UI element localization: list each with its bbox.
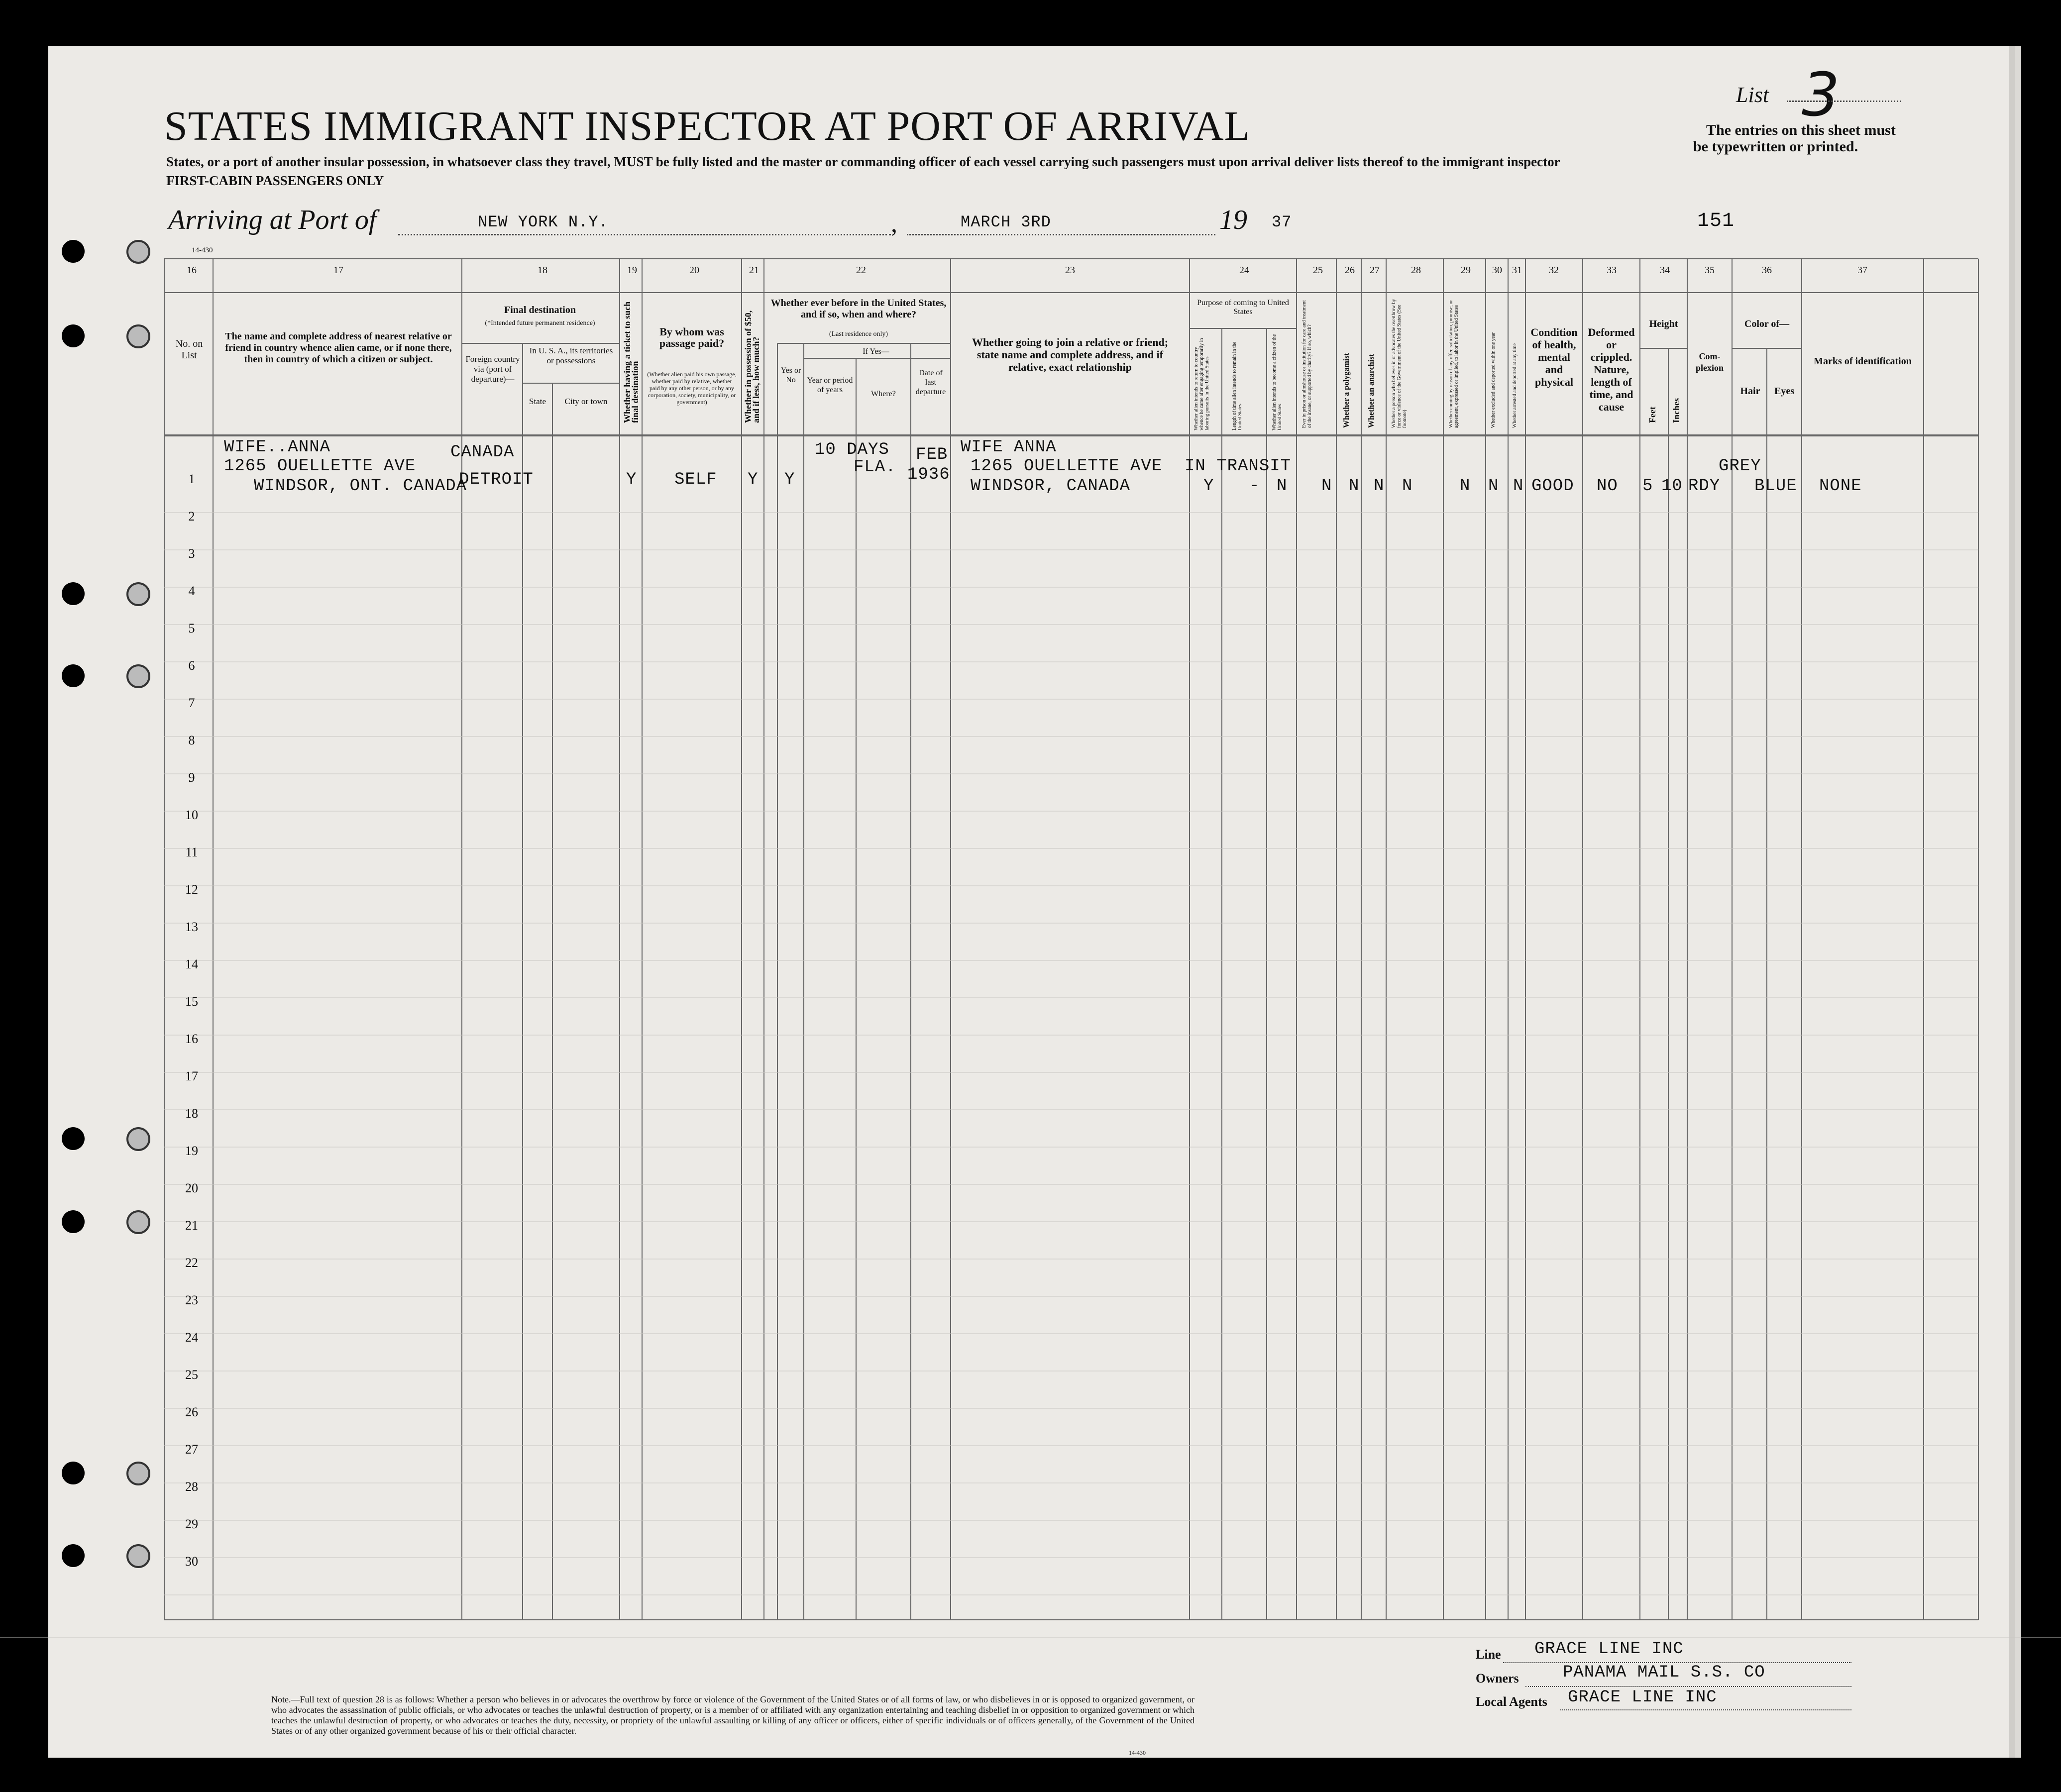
header-date-departure: Date of last departure	[915, 369, 946, 396]
row-number: 29	[185, 1517, 198, 1531]
row-number: 2	[188, 509, 195, 524]
header-state: State	[529, 397, 546, 406]
owners-value: PANAMA MAIL S.S. CO	[1563, 1663, 1765, 1682]
deformed-value: NO	[1597, 477, 1618, 496]
column-number: 37	[1857, 265, 1867, 276]
anarchist-value: N	[1374, 477, 1385, 496]
prison-value: N	[1321, 477, 1332, 496]
column-number: 20	[689, 265, 699, 276]
complexion-value: RDY	[1688, 477, 1721, 496]
row-number: 5	[188, 621, 195, 635]
agents-label: Local Agents	[1476, 1694, 1547, 1709]
row-number: 30	[185, 1554, 198, 1569]
owners-rule	[1525, 1686, 1851, 1687]
header-last-residence: (Last residence only)	[829, 330, 888, 338]
header-height: Height	[1649, 318, 1678, 329]
year-suffix: 37	[1272, 213, 1292, 231]
where-value: FLA.	[854, 458, 896, 477]
header-q30: Whether excluded and deported within one year	[1491, 332, 1496, 428]
relative-name: WIFE..ANNA	[224, 438, 331, 457]
header-color-of: Color of—	[1744, 318, 1790, 329]
row-number: 14	[185, 957, 198, 971]
column-number: 34	[1660, 265, 1670, 276]
eyes-value: BLUE	[1754, 477, 1797, 496]
before-us-value: Y	[784, 470, 795, 489]
relative-address: 1265 OUELLETTE AVE	[224, 457, 416, 476]
list-number: 3	[1802, 61, 1840, 130]
row-number: 8	[188, 733, 195, 747]
page-subtitle: States, or a port of another insular possession, in whatsoever class they travel, MUST be fully listed and the master or commanding officer of each vessel carrying such passengers must upon arrival deliver lists thereof to the immigrant inspector	[166, 154, 1560, 169]
header-prison: Ever in prison or almshouse or institution for care and treatment of the insane, or supported by charity? If so, which?	[1302, 300, 1312, 428]
column-number: 27	[1370, 265, 1380, 276]
header-passage-note: (Whether alien paid his own passage, whether paid by relative, whether paid by any other person, or by any corporation, society, municipality, or government)	[647, 371, 737, 406]
form-number-top: 14-430	[192, 246, 213, 254]
header-q28: Whether a person who believes in or advocates the overthrow by force or violence of the Government of the United States (See footnote)	[1391, 299, 1408, 428]
line-label: Line	[1476, 1647, 1501, 1662]
q30-value: N	[1488, 477, 1499, 496]
row-number: 21	[185, 1218, 198, 1233]
header-q31: Whether arrested and deported at any time	[1512, 343, 1518, 428]
header-fifty: Whether in possession of $50, and if less, how much?	[743, 310, 761, 423]
row-number: 11	[185, 845, 198, 859]
agents-value: GRACE LINE INC	[1568, 1688, 1717, 1707]
ticket-value: Y	[626, 470, 637, 489]
q28-value: N	[1402, 477, 1413, 496]
column-number: 31	[1512, 265, 1522, 276]
typewritten-note-1: The entries on this sheet must	[1706, 122, 1896, 138]
header-nearest-relative: The name and complete address of nearest relative or friend in country whence alien came, or if none there, then in country of which a citizen or subject.	[225, 331, 452, 365]
period-value: 10 DAYS	[815, 440, 889, 459]
join-relative-city: WINDSOR, CANADA	[971, 477, 1131, 496]
header-where: Where?	[871, 390, 896, 398]
column-number: 29	[1461, 265, 1471, 276]
fifty-value: Y	[748, 470, 759, 489]
header-marks: Marks of identification	[1814, 356, 1912, 367]
column-number: 35	[1705, 265, 1715, 276]
header-condition: Condition of health, mental and physical	[1530, 326, 1578, 388]
footer-note: Note.—Full text of question 28 is as follows: Whether a person who believes in or advocates the overthrow by force or violence of the Government of the United States or of all forms of law, or who disbelieves in or is opposed to organized government, or who advocates the assassination of public officials, or who advocates or teaches the unlawful destruction of property, or is a member of or affiliated with any organization entertaining and teaching disbelief in or opposition to organized government or which teaches the unlawful destruction of property, or who advocates or teaches the duty, necessity, or propriety of the unlawful assaulting or killing of any officer or officers, either of specific individuals or of officers generally, of the Government of the United States or of any other organized government because of his or their official character.	[271, 1694, 1194, 1736]
header-q29: Whether coming by reason of any offer, solicitation, promise, or agreement, expressed or implied, to labor in the United States	[1448, 300, 1459, 428]
row-number: 20	[185, 1181, 198, 1195]
header-final-destination-note: (*Intended future permanent residence)	[485, 319, 595, 327]
purpose-a-value: Y	[1203, 477, 1214, 496]
header-city: City or town	[564, 397, 608, 406]
row-number: 1	[188, 472, 195, 486]
line-value: GRACE LINE INC	[1534, 1640, 1684, 1659]
header-join-relative: Whether going to join a relative or friend; state name and complete address, and if relative, exact relationship	[972, 336, 1169, 373]
header-in-usa: In U. S. A., its territories or possessions	[529, 346, 613, 365]
column-number: 25	[1313, 265, 1323, 276]
row-number: 9	[188, 770, 195, 785]
column-number: 33	[1607, 265, 1617, 276]
column-number: 21	[749, 265, 759, 276]
owners-label: Owners	[1476, 1671, 1519, 1686]
header-passage: By whom was passage paid?	[659, 325, 725, 349]
header-eyes: Eyes	[1774, 386, 1794, 397]
join-relative-address: 1265 OUELLETTE AVE	[971, 457, 1163, 476]
column-number: 36	[1762, 265, 1772, 276]
marks-value: NONE	[1819, 477, 1862, 496]
row-number: 23	[185, 1293, 198, 1307]
header-hair: Hair	[1740, 386, 1760, 397]
passage-paid-value: SELF	[674, 470, 717, 489]
header-yes-no: Yes or No	[780, 366, 801, 384]
row-number: 3	[188, 546, 195, 561]
row-number: 25	[185, 1368, 198, 1382]
row-number: 15	[185, 994, 198, 1009]
column-number: 17	[333, 265, 343, 276]
header-inches: Inches	[1671, 398, 1681, 423]
health-value: GOOD	[1531, 477, 1574, 496]
row-number: 18	[185, 1106, 198, 1121]
header-foreign-country: Foreign country via (port of departure)—	[465, 354, 520, 384]
header-purpose-c: Whether alien intends to become a citizen of the United States	[1272, 334, 1283, 430]
agents-rule	[1560, 1709, 1851, 1710]
typewritten-note-2: be typewritten or printed.	[1693, 138, 1858, 155]
column-number: 24	[1239, 265, 1249, 276]
purpose-value: IN TRANSIT	[1185, 457, 1292, 476]
row-number: 19	[185, 1144, 198, 1158]
header-anarchist: Whether an anarchist	[1367, 354, 1376, 428]
row-number: 12	[185, 882, 198, 897]
q31-value: N	[1513, 477, 1524, 496]
height-inches-value: 10	[1661, 477, 1683, 496]
list-label: List	[1736, 83, 1769, 107]
arrival-date: MARCH 3RD	[961, 213, 1051, 231]
row-number: 17	[185, 1069, 198, 1083]
departure-year: 1936	[907, 465, 950, 484]
arriving-label: Arriving at Port of	[168, 205, 377, 235]
header-purpose: Purpose of coming to United States	[1197, 299, 1289, 316]
page-title: STATES IMMIGRANT INSPECTOR AT PORT OF ARRIVAL	[164, 103, 1250, 149]
footer-form-number: 14-430	[1129, 1749, 1146, 1756]
header-polygamist: Whether a polygamist	[1342, 353, 1351, 428]
header-ticket: Whether having a ticket to such final destination	[622, 301, 640, 423]
header-before-us: Whether ever before in the United States, and if so, when and where?	[770, 298, 947, 320]
relative-city: WINDSOR, ONT. CANADA	[254, 477, 467, 496]
sheet-number: 151	[1697, 210, 1735, 232]
q29-value: N	[1460, 477, 1471, 496]
column-number: 18	[538, 265, 547, 276]
row-number: 10	[185, 808, 198, 822]
header-if-yes: If Yes—	[863, 347, 889, 356]
row-number: 26	[185, 1405, 198, 1419]
column-number: 16	[187, 265, 197, 276]
polygamist-value: N	[1349, 477, 1360, 496]
header-purpose-a: Whether alien intends to return to country whence he came after engaging temporarily in laboring pursuits in the United States	[1193, 338, 1210, 430]
header-complexion: Com- plexion	[1695, 351, 1724, 373]
column-number: 26	[1345, 265, 1355, 276]
purpose-c-value: N	[1277, 477, 1288, 496]
header-purpose-b: Length of time alien intends to remain in the United States	[1232, 341, 1243, 430]
header-feet: Feet	[1647, 407, 1657, 423]
departure-month: FEB	[916, 445, 948, 464]
row-number: 28	[185, 1479, 198, 1494]
column-number: 28	[1411, 265, 1421, 276]
column-number: 22	[856, 265, 866, 276]
row-number: 24	[185, 1330, 198, 1345]
row-number: 4	[188, 584, 195, 598]
row-number: 27	[185, 1442, 198, 1457]
column-number: 19	[627, 265, 637, 276]
year-prefix: 19	[1219, 205, 1247, 235]
column-number: 32	[1549, 265, 1559, 276]
row-number: 6	[188, 658, 195, 673]
height-feet-value: 5	[1642, 477, 1653, 496]
header-no-on-list: No. on List	[175, 338, 203, 361]
row-number: 13	[185, 920, 198, 934]
join-relative-name: WIFE ANNA	[961, 438, 1057, 457]
header-deformed: Deformed or crippled. Nature, length of time, and cause	[1588, 326, 1635, 413]
cabin-class: FIRST-CABIN PASSENGERS ONLY	[166, 173, 384, 188]
column-number: 30	[1492, 265, 1502, 276]
comma: ,	[891, 210, 897, 238]
row-number: 22	[185, 1256, 198, 1270]
hair-value: GREY	[1719, 457, 1761, 476]
foreign-country-value: CANADA	[450, 443, 515, 462]
column-number: 23	[1065, 265, 1075, 276]
row-number: 7	[188, 696, 195, 710]
destination-city: DETROIT	[459, 470, 534, 489]
header-final-destination: Final destination	[504, 305, 576, 316]
port-of-arrival: NEW YORK N.Y.	[478, 213, 609, 231]
header-year-period: Year or period of years	[807, 376, 853, 394]
row-number: 16	[185, 1032, 198, 1046]
purpose-b-value: -	[1249, 477, 1260, 496]
